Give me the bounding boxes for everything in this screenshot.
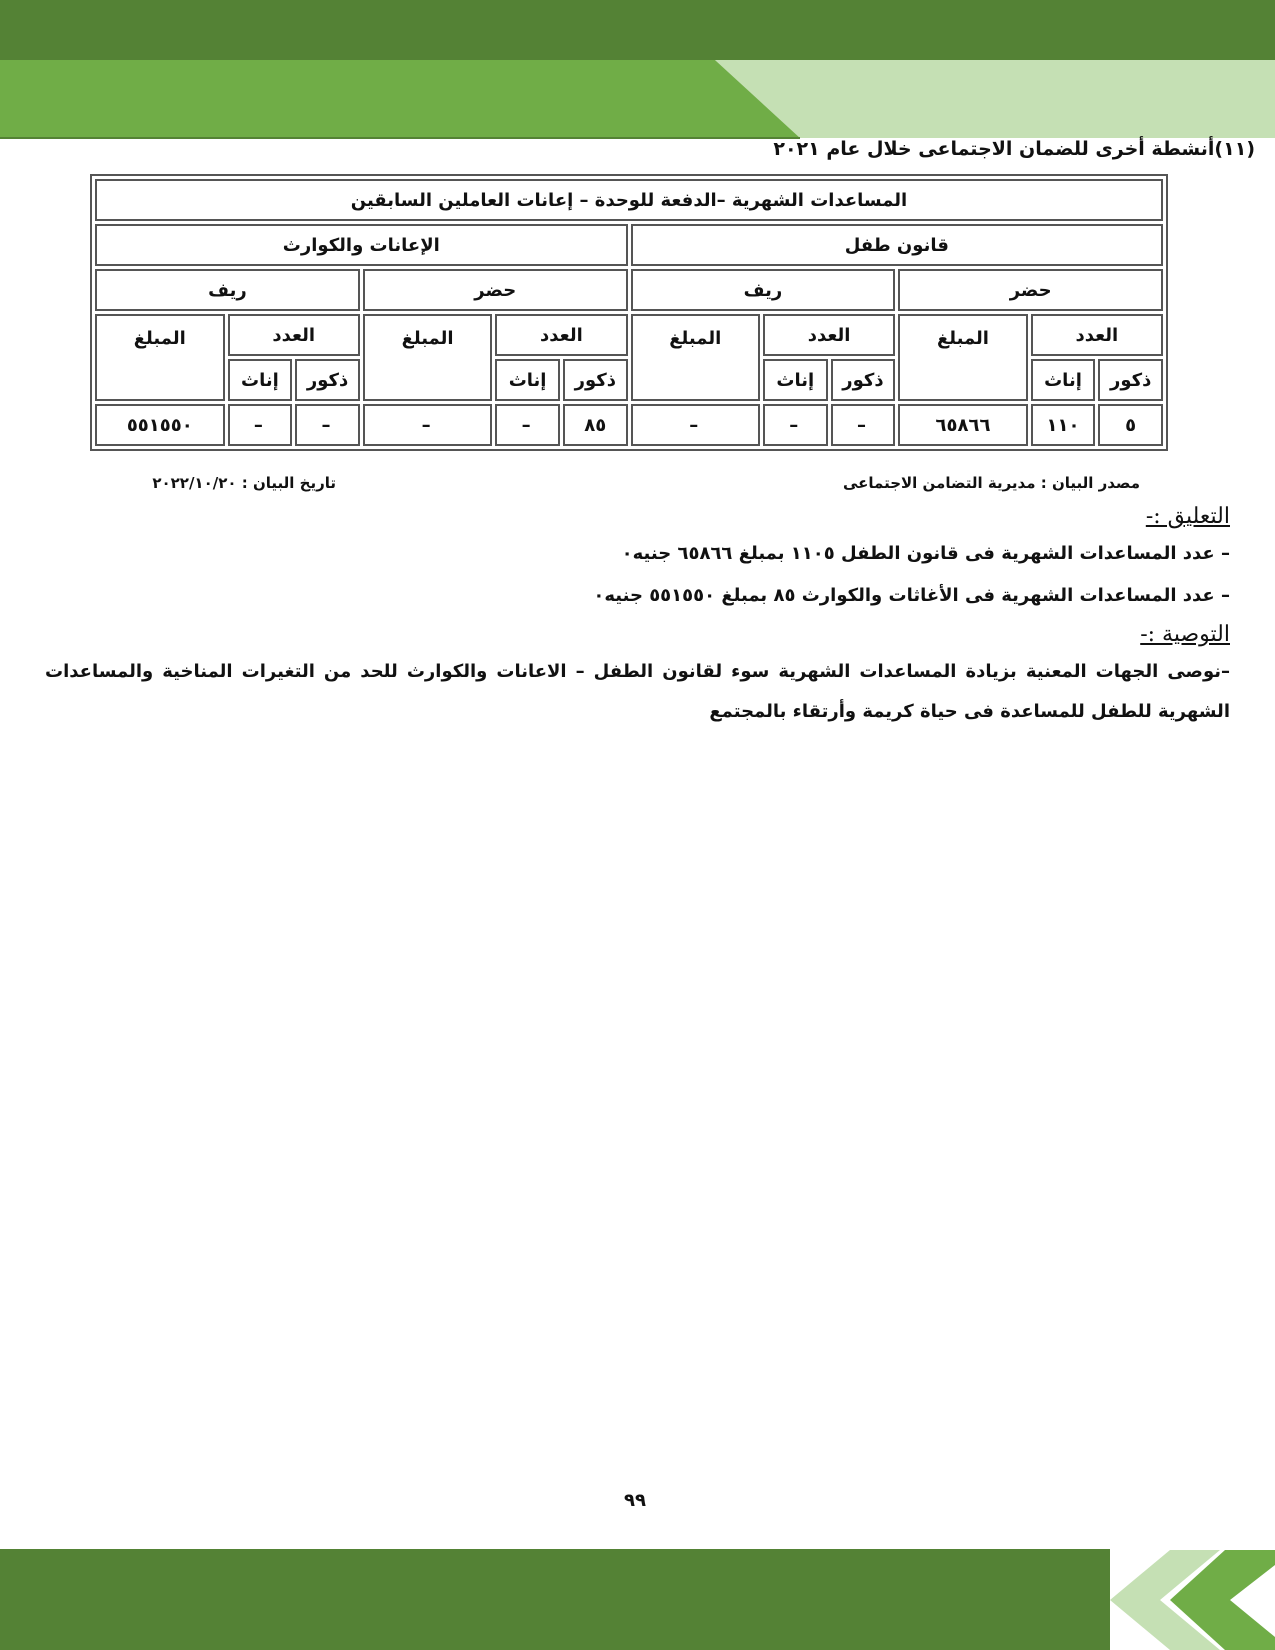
females-value: ١١٠ [1031,404,1096,446]
group-child-law: قانون طفل [631,224,1163,266]
header-banner [0,0,1275,145]
group-aid-disasters: الإعانات والكوارث [95,224,628,266]
females-header: إناث [763,359,828,401]
count-header: العدد [763,314,895,356]
count-header: العدد [228,314,360,356]
males-value: ٥ [1098,404,1163,446]
count-header: العدد [495,314,627,356]
page-number: ٩٩ [624,1490,646,1511]
amount-value: ٦٥٨٦٦ [898,404,1027,446]
males-header: ذكور [295,359,360,401]
area-header: ريف [95,269,360,311]
table-row [95,404,1163,446]
data-date: تاريخ البيان : ٢٠٢٢/١٠/٢٠ [152,474,336,492]
area-header: حضر [363,269,628,311]
comment-heading: التعليق :- [1145,504,1230,529]
males-header: ذكور [1098,359,1163,401]
recommendation-text: –نوصى الجهات المعنية بزيادة المساعدات الشهرية سوء لقانون الطفل – الاعانات والكوارث للحد من التغيرات المناخية والمساعدات الشهرية للطفل للمساعدة فى حياة كريمة وأرتقاء بالمجتمع [45,661,1230,722]
recommendation-heading: التوصية :- [1140,622,1230,647]
males-header: ذكور [831,359,896,401]
comment-line: – عدد المساعدات الشهرية فى الأغاثات والكوارث ٨٥ بمبلغ ٥٥١٥٥٠ جنيه٠ [593,585,1230,606]
section-title: (١١)أنشطة أخرى للضمان الاجتماعى خلال عام ٢٠٢١ [773,138,1255,160]
males-value: – [295,404,360,446]
amount-header: المبلغ [898,314,1027,401]
table-title: المساعدات الشهرية –الدفعة للوحدة – إعانات العاملين السابقين [95,179,1163,221]
amount-header: المبلغ [95,314,225,401]
females-value: – [763,404,828,446]
amount-value: – [631,404,760,446]
amount-value: – [363,404,492,446]
females-header: إناث [495,359,560,401]
comment-line: – عدد المساعدات الشهرية فى قانون الطفل ١١٠٥ بمبلغ ٦٥٨٦٦ جنيه٠ [621,543,1230,564]
males-value: ٨٥ [563,404,628,446]
footer-banner [0,1545,1275,1650]
females-value: – [495,404,560,446]
amount-header: المبلغ [631,314,760,401]
females-header: إناث [1031,359,1096,401]
amount-value: ٥٥١٥٥٠ [95,404,225,446]
females-header: إناث [228,359,293,401]
count-header: العدد [1031,314,1163,356]
males-header: ذكور [563,359,628,401]
data-source: مصدر البيان : مديرية التضامن الاجتماعى [842,474,1140,492]
amount-header: المبلغ [363,314,492,401]
area-header: ريف [631,269,896,311]
females-value: – [228,404,293,446]
males-value: – [831,404,896,446]
statistics-table [90,174,1168,451]
area-header: حضر [898,269,1163,311]
